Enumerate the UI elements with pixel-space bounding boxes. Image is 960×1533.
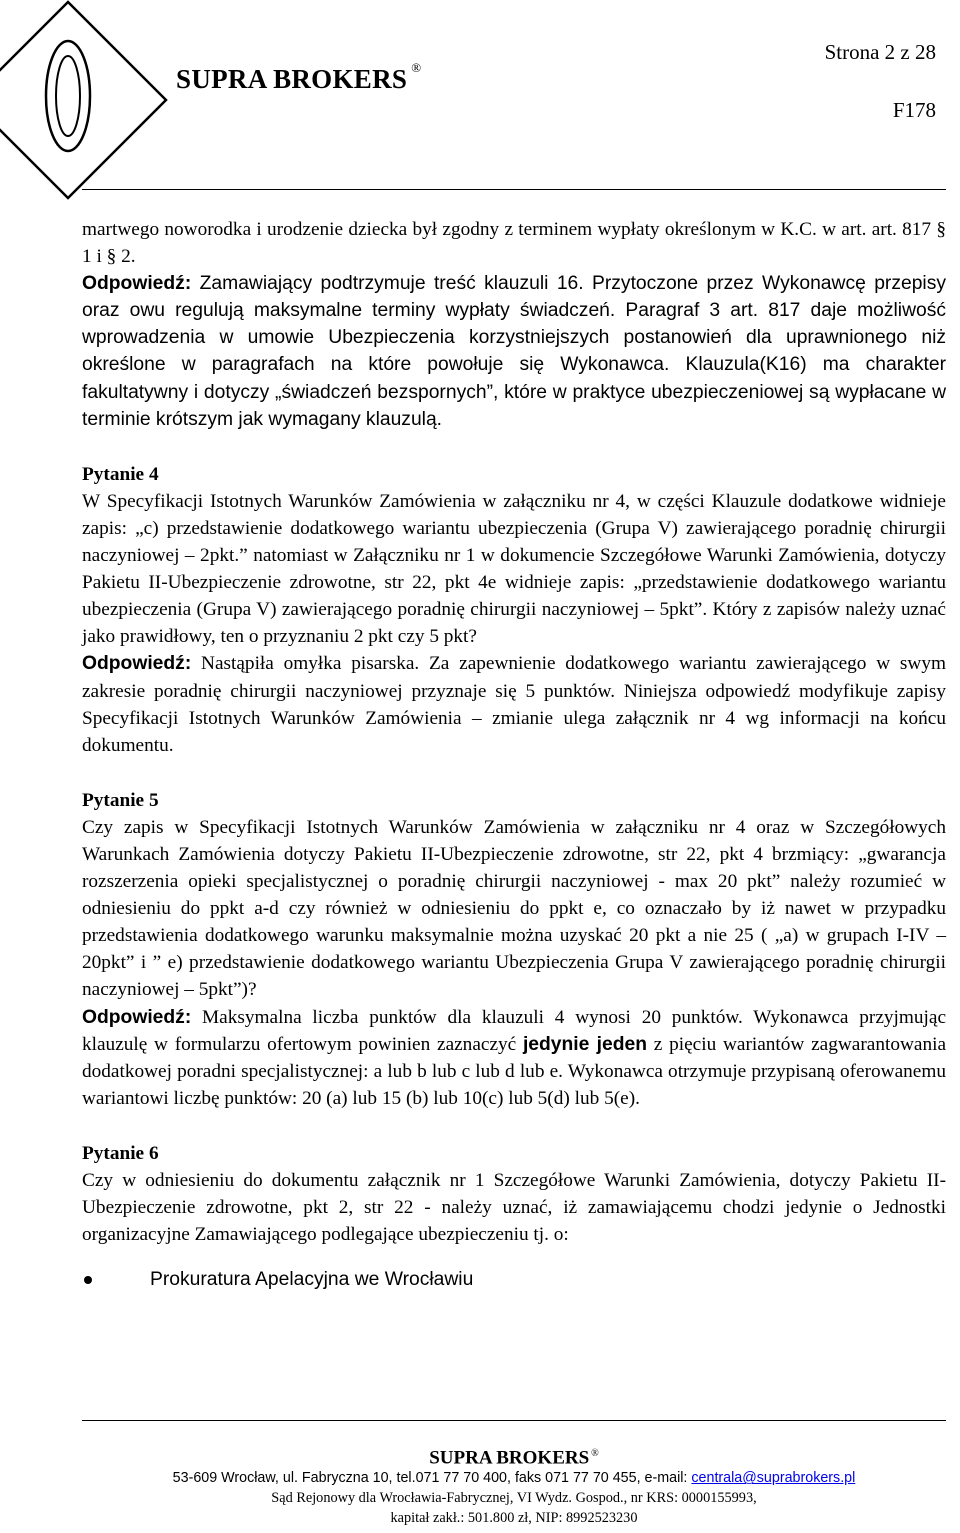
emphasis-text: jedynie jeden [522, 1033, 648, 1055]
header-divider [82, 189, 946, 190]
footer-court: Sąd Rejonowy dla Wrocławia-Fabrycznej, VI Wydz. Gospod., nr KRS: 0000155993, [271, 1490, 757, 1507]
footer-address: 53-609 Wrocław, ul. Fabryczna 10, tel.071 77 70 400, faks 071 77 70 455, e-mail: centrala@suprabrokers.pl [172, 1470, 856, 1487]
email-link[interactable]: centrala@suprabrokers.pl [691, 1470, 856, 1487]
header-brand: SUPRA BROKERS ® [176, 60, 422, 94]
answer-label: Odpowiedź: [82, 273, 192, 295]
document-body [82, 216, 946, 1293]
continuation-paragraph: martwego noworodka i urodzenie dziecka był zgodny z terminem wypłaty określonym w K.C. w art. art. 817 § 1 i § 2. [82, 219, 946, 268]
footer-divider [82, 1420, 946, 1421]
question-6-text: Czy w odniesieniu do dokumentu załącznik nr 1 Szczegółowe Warunki Zamówienia, dotyczy Pakietu II-Ubezpieczenie zdrowotne, pkt 2, str 22 - należy uznać, iż zamawiającemu chodzi jedynie o Jednostki organizacyjne Zamawiającego podlegające ubezpieczeniu tj. o: [82, 1170, 946, 1246]
answer-4: Odpowiedź: Nastąpiła omyłka pisarska. Za zapewnienie dodatkowego wariantu zawierającego w swym zakresie poradnię chirurgii naczyniowej przyznaje się 5 punktów. Niniejsza odpowiedź modyfikuje zapisy Specyfikacji Istotnych Warunków Zamówienia – zmianie ulega załącznik nr 4 wg informacji na końcu dokumentu. [82, 653, 946, 756]
page-number: Strona 2 z 28 [824, 40, 936, 64]
list-item: Prokuratura Apelacyjna we Wrocławiu [82, 1266, 946, 1293]
registered-mark: ® [411, 60, 422, 75]
question-5-text: Czy zapis w Specyfikacji Istotnych Warunków Zamówienia w załączniku nr 4 oraz w Szczegółowych Warunkach Zamówienia dotyczy Pakietu II-Ubezpieczenie zdrowotne, str 22, pkt 4 brzmiący: „gwarancja rozszerzenia opieki specjalistycznej o poradnię chirurgii naczyniowej - max 20 pkt” należy rozumieć w odniesieniu do ppkt a-d czy również w odniesieniu do ppkt e, co oznaczało by iż nawet w przypadku przedstawienia dodatkowego warunku maksymalnie można uzyskać 20 pkt a nie 25 ( „a) w grupach I-IV – 20pkt” i ” e) przedstawienie dodatkowego wariantu Ubezpieczenia Grupa V zawierającego poradnię chirurgii naczyniowej – 5pkt”)? [82, 816, 946, 1001]
answer-3: Odpowiedź: Zamawiający podtrzymuje treść klauzuli 16. Przytoczone przez Wykonawcę przepisy oraz owu regulują maksymalne terminy wypłaty świadczeń. Paragraf 3 art. 817 daje możliwość wprowadzenia w umowie Ubezpieczenia korzystniejszych postanowień dla uprawnionego niż określone w paragrafach na które powołuje się Wykonawca. Klauzula(K16) ma charakter fakultatywny i dotyczy „świadczeń bezspornych”, które w praktyce ubezpieczeniowej są wypłacane w terminie krótszym jak wymagany klauzulą. [82, 273, 946, 430]
company-logo [0, 0, 170, 200]
footer-capital: kapitał zakł.: 501.800 zł, NIP: 8992523230 [390, 1510, 638, 1527]
answer-5: Odpowiedź: Maksymalna liczba punktów dla klauzuli 4 wynosi 20 punktów. Wykonawca przyjmując klauzulę w formularzu ofertowym powinien zaznaczyć jedynie jeden z pięciu wariantów zagwarantowania dodatkowej poradni specjalistycznej: a lub b lub c lub d lub e. Wykonawca otrzymuje przypisaną oferowanemu wariantowi liczbę punktów: 20 (a) lub 15 (b) lub 10(c) lub 5(d) lub 5(e). [82, 1006, 946, 1109]
question-4-title: Pytanie 4 [82, 463, 159, 485]
bullet-icon [84, 1276, 92, 1284]
footer-brand: SUPRA BROKERS ® [429, 1447, 599, 1469]
answer-label: Odpowiedź: [82, 1006, 192, 1028]
question-4-text: W Specyfikacji Istotnych Warunków Zamówienia w załączniku nr 4, w części Klauzule dodatkowe widnieje zapis: „c) przedstawienie dodatkowego wariantu ubezpieczenia (Grupa V) zawierającego poradnię chirurgii naczyniowej – 2pkt.” natomiast w Załączniku nr 1 w dokumencie Szczegółowe Warunki Zamówienia, dotyczy Pakietu II-Ubezpieczenie zdrowotne, str 22, pkt 4e widnieje zapis: „przedstawienie dodatkowego wariantu ubezpieczenia (Grupa V) zawierającego poradnię chirurgii naczyniowej – 5pkt”. Który z zapisów należy uznać jako prawidłowy, ten o przyznaniu 2 pkt czy 5 pkt? [82, 490, 946, 648]
footer [82, 1444, 946, 1528]
answer-label: Odpowiedź: [82, 653, 192, 675]
bullet-list [82, 1266, 946, 1293]
question-5-title: Pytanie 5 [82, 789, 159, 811]
form-code: F178 [892, 98, 936, 122]
question-6-title: Pytanie 6 [82, 1142, 159, 1164]
